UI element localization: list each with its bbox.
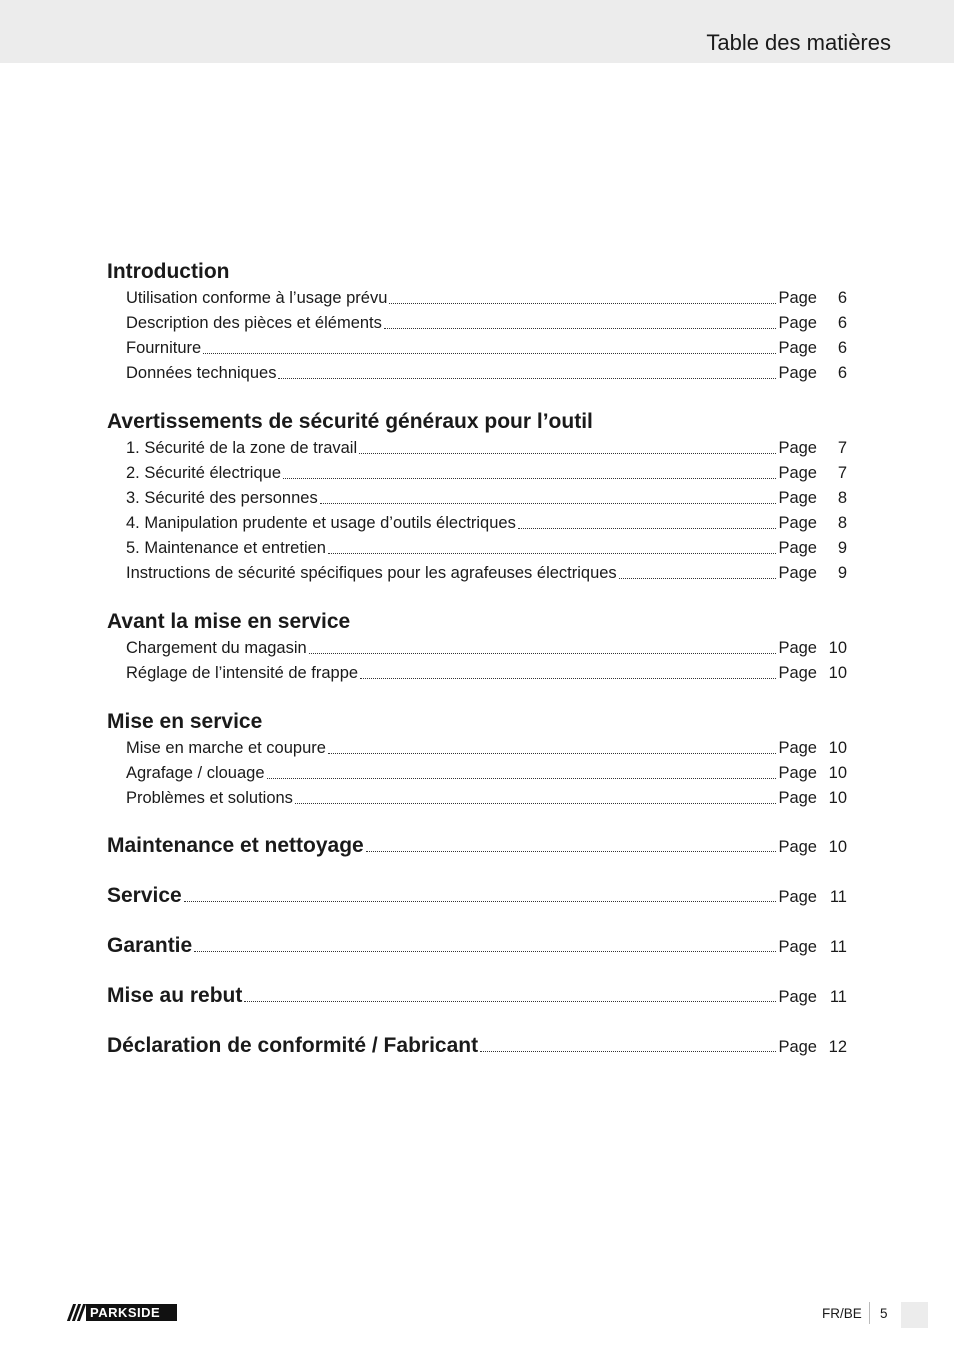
- parkside-logo: [66, 1304, 177, 1321]
- toc-entry-label: Mise en marche et coupure: [126, 739, 326, 757]
- page-number: 10: [828, 664, 847, 682]
- toc-entry-label: 5. Maintenance et entretien: [126, 539, 326, 557]
- page-number: 10: [828, 639, 847, 657]
- toc-main-entry-label: Maintenance et nettoyage: [107, 834, 364, 857]
- toc-main-entry-maintenance[interactable]: [107, 831, 847, 861]
- page-number: 9: [837, 564, 847, 582]
- toc-main-entry-declaration[interactable]: [107, 1031, 847, 1061]
- table-of-contents: [107, 258, 847, 1061]
- section-title: Introduction: [107, 260, 230, 283]
- dot-leader: [244, 1001, 776, 1002]
- page-word: Page: [778, 339, 817, 357]
- page-word: Page: [778, 838, 817, 856]
- page-number: 12: [828, 1038, 847, 1056]
- toc-entry-label: 1. Sécurité de la zone de travail: [126, 439, 358, 457]
- dot-leader: [267, 778, 777, 779]
- dot-leader: [619, 578, 777, 579]
- page-title: Table des matières: [706, 30, 891, 55]
- toc-entry-label: Instructions de sécurité spécifiques pour les agrafeuses électriques: [126, 564, 617, 582]
- toc-entry[interactable]: [107, 336, 847, 361]
- footer-page-number: 5: [880, 1306, 888, 1321]
- dot-leader: [309, 653, 777, 654]
- toc-entry-label: Fourniture: [126, 339, 202, 357]
- dot-leader: [184, 901, 777, 902]
- toc-section-safety: [107, 408, 847, 586]
- dot-leader: [360, 678, 776, 679]
- page-number: 11: [829, 888, 847, 906]
- footer-language: FR/BE: [822, 1306, 862, 1321]
- toc-entry-label: 3. Sécurité des personnes: [126, 489, 318, 507]
- toc-entry-label: 4. Manipulation prudente et usage d’outils électriques: [126, 514, 516, 532]
- toc-main-entry-label: Déclaration de conformité / Fabricant: [107, 1034, 479, 1057]
- toc-entry[interactable]: [107, 636, 847, 661]
- toc-entry[interactable]: [107, 661, 847, 686]
- toc-main-entry-warranty[interactable]: [107, 931, 847, 961]
- toc-entry-label: Description des pièces et éléments: [126, 314, 382, 332]
- page-number: 8: [837, 489, 847, 507]
- logo-text: PARKSIDE: [90, 1305, 161, 1320]
- dot-leader: [328, 553, 776, 554]
- toc-entry[interactable]: [107, 436, 847, 461]
- page-word: Page: [778, 988, 817, 1006]
- header-bar: [0, 0, 954, 63]
- footer-marker: [901, 1302, 928, 1328]
- toc-entry-label: Problèmes et solutions: [126, 789, 293, 807]
- dot-leader: [295, 803, 777, 804]
- toc-entry-label: Chargement du magasin: [126, 639, 307, 657]
- section-title: Mise en service: [107, 710, 263, 733]
- toc-entry[interactable]: [107, 786, 847, 811]
- toc-entry-label: Utilisation conforme à l’usage prévu: [126, 289, 388, 307]
- toc-entry-label: Réglage de l’intensité de frappe: [126, 664, 359, 682]
- toc-entry[interactable]: [107, 561, 847, 586]
- toc-entry[interactable]: [107, 311, 847, 336]
- page-word: Page: [778, 539, 817, 557]
- page-number: 6: [837, 289, 847, 307]
- page-word: Page: [778, 464, 817, 482]
- page-number: 10: [828, 838, 847, 856]
- section-title: Avertissements de sécurité généraux pour l’outil: [107, 410, 593, 433]
- page-number: 9: [837, 539, 847, 557]
- toc-entry-label: Agrafage / clouage: [126, 764, 265, 782]
- page-word: Page: [778, 364, 817, 382]
- toc-entry-label: Données techniques: [126, 364, 277, 382]
- page-number: 6: [837, 314, 847, 332]
- page-number: 7: [837, 439, 847, 457]
- toc-entry[interactable]: [107, 486, 847, 511]
- toc-entry[interactable]: [107, 461, 847, 486]
- logo-stripes-icon: [66, 1304, 86, 1321]
- toc-entry[interactable]: [107, 536, 847, 561]
- page-word: Page: [778, 938, 817, 956]
- page-word: Page: [778, 514, 817, 532]
- toc-entry-label: 2. Sécurité électrique: [126, 464, 282, 482]
- toc-main-entry-label: Service: [107, 884, 182, 907]
- dot-leader: [384, 328, 777, 329]
- page-number: 7: [837, 464, 847, 482]
- page-number: 6: [837, 339, 847, 357]
- page-word: Page: [778, 314, 817, 332]
- toc-main-entry-label: Garantie: [107, 934, 193, 957]
- toc-entry[interactable]: [107, 286, 847, 311]
- toc-main-entry-service[interactable]: [107, 881, 847, 911]
- section-title: Avant la mise en service: [107, 610, 351, 633]
- page-number: 10: [828, 789, 847, 807]
- page-word: Page: [778, 1038, 817, 1056]
- page-word: Page: [778, 639, 817, 657]
- toc-entry[interactable]: [107, 761, 847, 786]
- page-number: 8: [837, 514, 847, 532]
- page-number: 11: [829, 938, 847, 956]
- toc-section-introduction: [107, 258, 847, 386]
- footer-divider: [869, 1302, 870, 1324]
- dot-leader: [278, 378, 776, 379]
- page-number: 10: [828, 764, 847, 782]
- page-word: Page: [778, 739, 817, 757]
- page-word: Page: [778, 439, 817, 457]
- dot-leader: [359, 453, 776, 454]
- page-word: Page: [778, 289, 817, 307]
- toc-main-entry-disposal[interactable]: [107, 981, 847, 1011]
- dot-leader: [480, 1051, 776, 1052]
- page-word: Page: [778, 888, 817, 906]
- toc-entry[interactable]: [107, 511, 847, 536]
- toc-main-entry-label: Mise au rebut: [107, 984, 243, 1007]
- dot-leader: [518, 528, 777, 529]
- dot-leader: [389, 303, 776, 304]
- page-word: Page: [778, 489, 817, 507]
- dot-leader: [366, 851, 777, 852]
- toc-entry[interactable]: [107, 361, 847, 386]
- toc-entry[interactable]: [107, 736, 847, 761]
- page-number: 11: [829, 988, 847, 1006]
- page-number: 6: [837, 364, 847, 382]
- page-word: Page: [778, 664, 817, 682]
- dot-leader: [328, 753, 777, 754]
- page-number: 10: [828, 739, 847, 757]
- toc-section-operation: [107, 708, 847, 811]
- dot-leader: [203, 353, 776, 354]
- dot-leader: [283, 478, 776, 479]
- page-word: Page: [778, 764, 817, 782]
- dot-leader: [320, 503, 777, 504]
- page-word: Page: [778, 564, 817, 582]
- toc-section-before-use: [107, 608, 847, 686]
- dot-leader: [194, 951, 776, 952]
- page-word: Page: [778, 789, 817, 807]
